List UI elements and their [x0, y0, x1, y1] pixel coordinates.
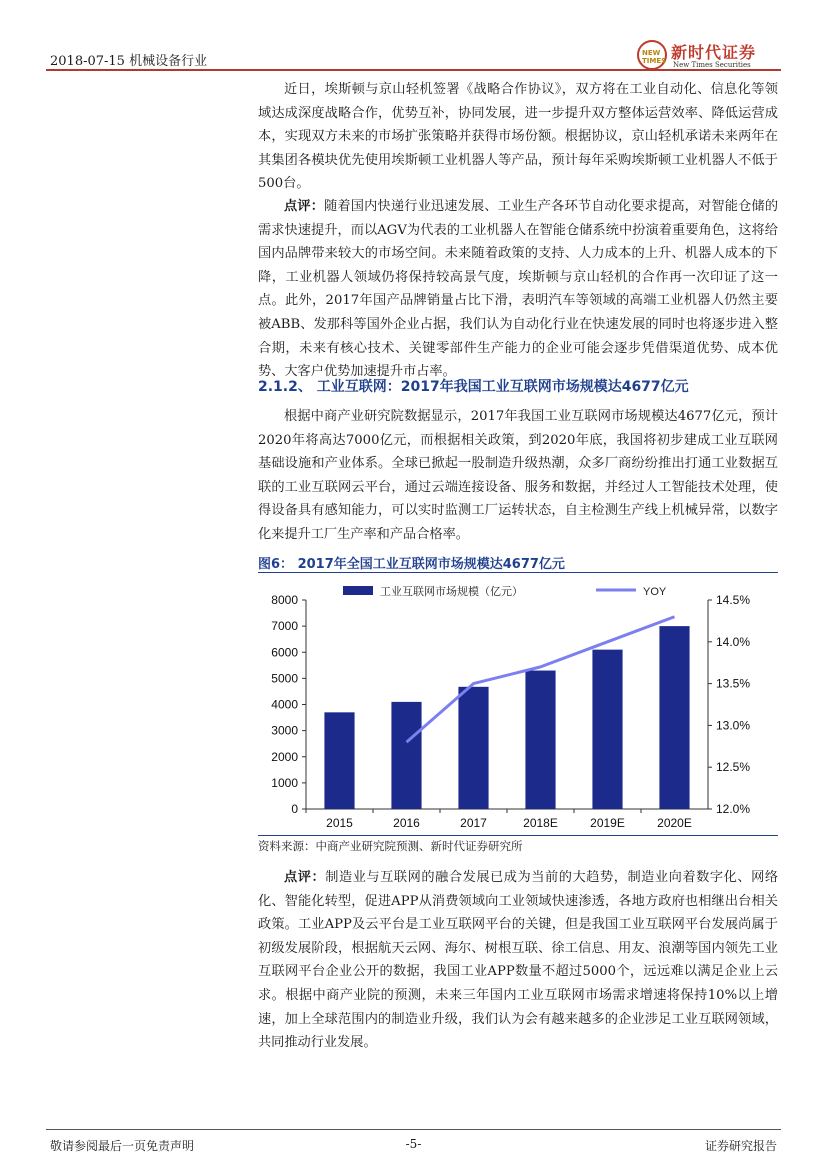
x-tick-label: 2020E	[657, 816, 692, 830]
y-tick-label: 1000	[271, 775, 298, 790]
y-tick-label: 8000	[271, 593, 298, 607]
legend-bar-label: 工业互联网市场规模（亿元）	[380, 586, 523, 598]
y-tick-label: 0	[291, 802, 298, 816]
comment-text: 随着国内快递行业迅速发展、工业生产各环节自动化要求提高，对智能仓储的需求快速提升，而以AGV为代表的工业机器人在智能仓储系统中扮演着重要角色，这将给国内品牌带来较大的市场空间。未来随着政策的支持、人力成本的上升、机器人成本的下降，工业机器人领域仍将保持较高景气度，埃斯顿与京山轻机的合作再一次印证了这一点。此外，2017年国产品牌销量占比下滑，表明汽车等领域的高端工业机器人仍然主要被ABB、发那科等国外企业占据，我们认为自动化行业在快速发展的同时也将逐步进入整合期，未来有核心技术、关键零部件生产能力的企业可能会逐步凭借渠道优势、成本优势、大客户优势加速提升市占率。	[258, 199, 779, 380]
y2-tick-label: 12.0%	[716, 802, 751, 816]
x-tick-label: 2018E	[523, 816, 558, 830]
legend-bar-swatch	[343, 586, 373, 595]
bar-2020E	[659, 626, 689, 809]
bar-2019E	[592, 650, 622, 809]
company-logo	[637, 40, 777, 70]
chart-legend	[343, 584, 667, 598]
figure-top-rule	[258, 572, 778, 573]
bar-2017	[458, 687, 488, 809]
y2-tick-label: 13.5%	[716, 676, 751, 691]
x-tick-label: 2015	[326, 816, 353, 830]
x-tick-label: 2017	[460, 816, 487, 830]
logo-mark-icon: NEW TIMES	[637, 40, 667, 70]
y-tick-label: 6000	[271, 645, 298, 660]
header-date-industry: 2018-07-15 机械设备行业	[50, 54, 208, 69]
footer-disclaimer: 敬请参阅最后一页免责声明	[50, 1139, 195, 1153]
y2-tick-label: 12.5%	[716, 760, 751, 775]
y2-tick-label: 14.0%	[716, 634, 751, 649]
market-size-chart	[258, 578, 778, 834]
header-divider	[46, 69, 781, 71]
x-tick-label: 2019E	[590, 816, 625, 830]
footer-report-type: 证券研究报告	[704, 1139, 777, 1153]
figure-bottom-rule	[258, 835, 778, 836]
y-tick-label: 7000	[271, 619, 298, 634]
section-heading: 2.1.2、 工业互联网：2017年我国工业互联网市场规模达4677亿元	[258, 379, 689, 395]
footer-page-number: -5-	[405, 1137, 422, 1151]
paragraph-comment-internet	[258, 866, 778, 1055]
paragraph-comment-robots	[258, 195, 778, 384]
y-tick-label: 2000	[271, 749, 298, 764]
paragraph-industrial-internet: 根据中商产业研究院数据显示，2017年我国工业互联网市场规模达4677亿元，预计2020年将高达7000亿元，而根据相关政策，到2020年底，我国将初步建成工业互联网基础设施和产业体系。全球已掀起一股制造升级热潮，众多厂商纷纷推出打通工业数据互联的工业互联网云平台，通过云端连接设备、服务和数据，并经过人工智能技术处理，使得设备具有感知能力，可以实时监测工厂运转状态，自主检测生产线上机械异常，以数字化来提升工厂生产率和产品合格率。	[258, 409, 778, 542]
figure-title: 图6： 2017年全国工业互联网市场规模达4677亿元	[258, 557, 565, 572]
bar-2018E	[525, 671, 555, 809]
comment-label: 点评：	[284, 199, 325, 214]
comment-text-2: 制造业与互联网的融合发展已成为当前的大趋势，制造业向着数字化、网络化、智能化转型，促进APP从消费领域向工业领域快速渗透，各地方政府也相继出台相关政策。工业APP及云平台是工业互联网平台的关键，但是我国工业互联网平台发展尚属于初级发展阶段，根据航天云网、海尔、树根互联、徐工信息、用友、浪潮等国内领先工业互联网平台企业公开的数据，我国工业APP数量不超过5000个，远远难以满足企业上云求。根据中商产业院的预测，未来三年国内工业互联网市场需求增速将保持10%以上增速，加上全球范围内的制造业升级，我们认为会有越来越多的企业涉足工业互联网领域，共同推动行业发展。	[258, 870, 779, 1051]
bar-2015	[324, 712, 354, 809]
logo-english-name: New Times Securities	[673, 61, 751, 69]
footer-divider	[46, 1129, 781, 1130]
chart-bars	[324, 626, 689, 809]
paragraph-agreement: 近日，埃斯顿与京山轻机签署《战略合作协议》，双方将在工业自动化、信息化等领域达成深度战略合作，优势互补，协同发展，进一步提升双方整体运营效率、降低运营成本，实现双方未来的市场扩张策略并获得市场份额。根据协议，京山轻机承诺未来两年在其集团各模块优先使用埃斯顿工业机器人等产品，预计每年采购埃斯顿工业机器人不低于500台。	[258, 82, 778, 192]
y-tick-label: 3000	[271, 723, 298, 738]
x-tick-label: 2016	[393, 816, 420, 830]
y-tick-label: 5000	[271, 671, 298, 686]
legend-line-label: YOY	[643, 586, 667, 598]
y-tick-label: 4000	[271, 697, 298, 712]
y2-tick-label: 13.0%	[716, 718, 751, 733]
comment-label-2: 点评：	[284, 870, 326, 885]
y2-tick-label: 14.5%	[716, 593, 751, 607]
figure-source: 资料来源：中商产业研究院预测、新时代证券研究所	[258, 839, 523, 853]
logo-chinese-name: 新时代证券	[671, 43, 757, 62]
page-header	[46, 40, 781, 70]
bar-2016	[391, 702, 421, 809]
